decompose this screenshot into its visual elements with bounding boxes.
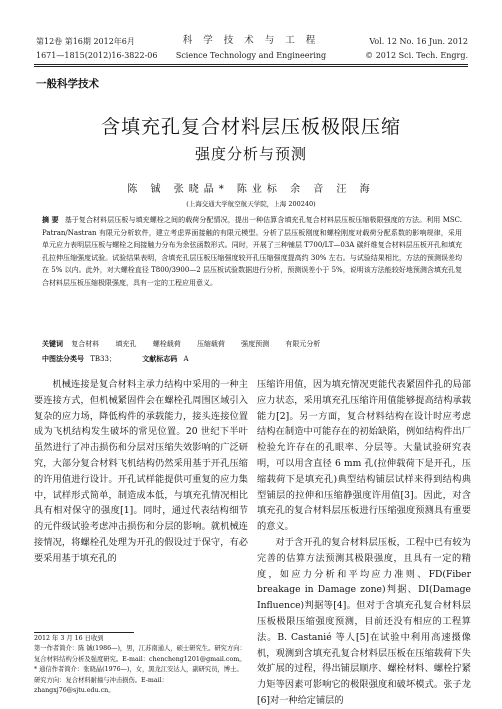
body-right-column <box>257 377 471 709</box>
section-label: 一般科学技术 <box>36 78 99 90</box>
affiliation: (上海交通大学航空航天学院，上海 200240) <box>186 200 316 208</box>
keywords <box>42 339 482 349</box>
keyword-item: 压缩载荷 <box>196 340 225 348</box>
footnote-received: 2012 年 3 月 16 日收到 <box>34 635 104 642</box>
journal-title-cn: 科 学 技 术 与 工 程 <box>182 35 320 46</box>
author-list: 陈 铖 张晓晶* 陈业标 余 音 汪 海 <box>127 184 375 195</box>
abstract-label: 摘 要 <box>42 216 59 224</box>
paper-subtitle: 强度分析与预测 <box>194 145 307 163</box>
footnote-first-author: 第一作者简介：陈 铖(1986—)，男，江苏南通人，硕士研究生。研究方向：复合材料结构分析及强度研究。E-mail：chencheng1201@gmail.com。 <box>34 645 246 663</box>
keywords-label: 关键词 <box>42 340 63 348</box>
clc-label: 中图法分类号 <box>42 355 84 363</box>
body-paragraph: 压缩许用值，因为填充情况更能代表紧固件孔的局部应力状态，采用填充孔压缩许用值能够提高结构承载能力[2]。另一方面，复合材料结构在设计时应考虑结构在制造中可能存在的初始缺陷，例如结构件出厂检验允许存在的孔眼率、分层等。大量试验研究表明，可以用含直径 6 mm 孔(拉伸载荷下是开孔，压缩载荷下是填充孔)典型结构铺层试样来得到结构典型铺层的拉伸和压缩静强度许用值[3]。因此，对含填充孔的复合材料层压板进行压缩强度预测具有重要的意义。 <box>257 379 471 533</box>
footnote-corresponding-author: * 通信作者简介：张晓晶(1976—)，女，黑龙江安达人，副研究员，博士。研究方向：复合材料耐撞与冲击损伤。E-mail：zhangxj76@sjtu.edu.cn。 <box>34 666 243 695</box>
header-rule-thin <box>34 66 468 67</box>
clc-value: TB33； <box>90 355 116 363</box>
journal-volume-line: 第12卷 第16期 2012年6月 <box>36 37 135 46</box>
keyword-item: 有限元分析 <box>285 340 321 348</box>
footnote-rule <box>34 632 134 633</box>
keyword-item: 强度预测 <box>241 340 270 348</box>
header-rule <box>34 64 468 65</box>
doc-code-label: 文献标志码 <box>142 355 178 363</box>
paper-title: 含填充孔复合材料层压板极限压缩 <box>100 116 401 138</box>
body-paragraph: 对于含开孔的复合材料层压板，工程中已有较为完善的估算方法预测其极限强度，且具有一定的精度，如应力分析和平均应力准则、FD(Fiber breakage in Damage zone)判据、DI(Damage Influence)判据等[4]。但对于含填充孔复合材料层压板极限压缩强度预测，目前还没有相应的工程算法。B. Castanié 等人[5]在试验中利用高速摄像机，观测到含填充孔复合材料层压板在压缩载荷下失效扩展的过程，得出铺层顺序、螺栓材料、螺栓拧紧力矩等因素可影响它的极限强度和破坏模式。张子龙[6]对一种给定铺层的 <box>257 536 471 706</box>
abstract <box>42 214 462 289</box>
journal-issn-line: 1671—1815(2012)16-3822-06 <box>36 51 158 60</box>
keyword-item: 螺栓载荷 <box>152 340 181 348</box>
abstract-text: 基于复合材料层压板与填充螺栓之间的载荷分配情况，提出一种估算含填充孔复合材料层压板压缩极限强度的方法。利用 MSC. Patran/Nastran 有限元分析软件，建立考虑界面接触的有限元模型。分析了层压板刚度和螺栓刚度对载荷分配系数的影响规律，采用单元应力表明层压板与螺栓之间接触力分布为余弦函数形式。同时，开展了三种铺层 T700/LT—03A 碳纤维复合材料层压板开孔和填充孔拉伸压缩强度试验。试验结果表明，含填充孔层压板压缩强度较开孔压缩强度提高约 30% 左右。与试验结果相比，方法的预测误差均在 5% 以内。此外，对大螺栓直径 T800/3900—2 层压板试验数据进行分析，预测误差小于 5%，说明该方法能较好地预测含填充孔复合材料层压板压缩极限强度，具有一定的工程应用意义。 <box>42 216 462 287</box>
journal-title-en: Science Technology and Engineering <box>175 51 327 60</box>
footnotes <box>34 634 248 696</box>
classification <box>42 354 482 364</box>
body-paragraph: 机械连接是复合材料主承力结构中采用的一种主要连接方式，但机械紧固件会在螺栓孔周围区域引入复杂的应力场，降低构件的承载能力，接头连接位置成为飞机结构发生破坏的常见位置。20 世纪下半叶虽然进行了冲击损伤和分层对压缩失效影响的广泛研究，大部分复合材料飞机结构仍然采用基于开孔压缩的许用值进行设计。开孔试样能提供可重复的应力集中，试样形式简单，制造成本低，与填充孔情况相比具有相对保守的强度[1]。同时，通过代表结构细节的元件级试验考虑冲击损伤和分层的影响。就机械连接情况，将螺栓孔处理为开孔的假设过于保守，有必要采用基于填充孔的 <box>34 379 248 564</box>
body-left-column <box>34 377 248 567</box>
keyword-item: 填充孔 <box>115 340 137 348</box>
journal-copyright: © 2012 Sci. Tech. Engrg. <box>365 51 468 60</box>
journal-volume-en: Vol. 12 No. 16 Jun. 2012 <box>369 37 468 46</box>
doc-code-value: A <box>183 355 189 363</box>
keyword-item: 复合材料 <box>71 340 100 348</box>
